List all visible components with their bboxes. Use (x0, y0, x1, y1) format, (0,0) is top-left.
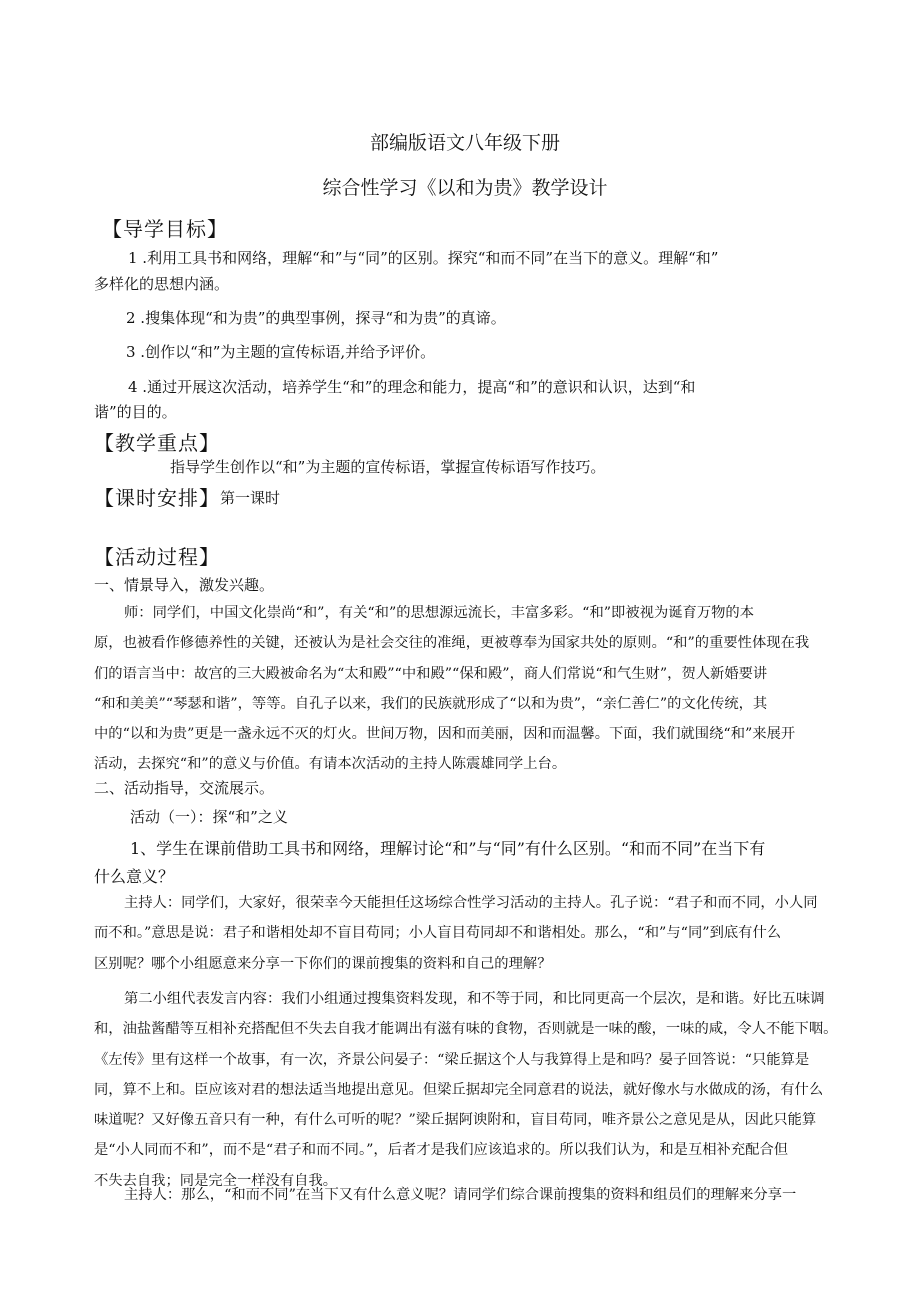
group-line: 《左传》里有这样一个故事，有一次，齐景公问晏子：“梁丘据这个人与我算得上是和吗？晏子回答说：“只能算是 (94, 1051, 810, 1068)
host-line: 区别呢？哪个小组愿意来分享一下你们的课前搜集的资料和自己的理解？ (94, 955, 552, 972)
document-title: 部编版语文八年级下册 (369, 132, 560, 154)
intro-line: 中的“以和为贵”更是一盏永远不灭的灯火。世间万物，因和而美丽，因和而温馨。下面，我们就围绕“和”来展开 (94, 726, 796, 743)
intro-line: “和和美美”“琴瑟和谐”，等等。自孔子以来，我们的民族就形成了“以和为贵”，“亲仁善仁”的文化传统，其 (94, 695, 768, 712)
intro-line: 活动，去探究“和”的意义与价值。有请本次活动的主持人陈震雄同学上台。 (94, 756, 567, 773)
goal-item-1-cont: 多样化的思想内涵。 (94, 275, 230, 293)
step-2-heading: 二、活动指导，交流展示。 (94, 779, 275, 797)
group-line: 是“小人同而不和”，而不是“君子和而不同。”，后者才是我们应该追求的。所以我们认为，和是互相补充配合但 (94, 1142, 789, 1159)
intro-line: 们的语言当中：故宫的三大殿被命名为“太和殿”“中和殿”“保和殿”，商人们常说“和气生财”，贺人新婚要讲 (94, 665, 768, 682)
goals-heading: 【导学目标】 (102, 217, 228, 241)
group-paragraph (94, 984, 856, 1196)
goal-item-2: 2 .搜集体现“和为贵”的典型事例，探寻“和为贵”的真谛。 (126, 309, 506, 327)
focus-text: 指导学生创作以“和”为主题的宣传标语，掌握宣传标语写作技巧。 (170, 458, 606, 476)
intro-line: 师：同学们，中国文化崇尚“和”，有关“和”的思想源远流长，丰富多彩。“和”即被视为诞育万物的本 (124, 605, 755, 621)
document-subtitle: 综合性学习《以和为贵》教学设计 (322, 177, 608, 199)
task-1-cont: 什么意义？ (94, 867, 175, 886)
host-paragraph-2 (94, 1180, 856, 1210)
group-line: 和，油盐酱醋等互相补充搭配但不失去自我才能调出有滋有味的食物，否则就是一味的酸，一味的咸，令人不能下咽。 (94, 1021, 838, 1038)
host-line: 主持人：同学们，大家好，很荣幸今天能担任这场综合性学习活动的主持人。孔子说：“君子和而不同，小人同 (124, 895, 818, 911)
group-line: 同，算不上和。臣应该对君的想法适当地提出意见。但梁丘据却完全同意君的说法，就好像水与水做成的汤，有什么 (94, 1081, 824, 1098)
intro-line: 原，也被看作修德养性的关键，还被认为是社会交往的准绳，更被尊奉为国家共处的原则。“和”的重要性体现在我 (94, 635, 810, 652)
process-heading: 【活动过程】 (94, 545, 220, 569)
activity-1-heading: 活动（一）：探“和”之义 (130, 808, 288, 826)
host2-line: 主持人：那么，“和而不同”在当下又有什么意义呢？请同学们综合课前搜集的资料和组员们的理解来分享一 (124, 1187, 797, 1203)
group-line: 不失去自我；同是完全一样没有自我。 (94, 1172, 338, 1189)
schedule-text: 第一课时 (220, 489, 281, 507)
step-1-heading: 一、情景导入，激发兴趣。 (94, 576, 275, 594)
host-paragraph (94, 888, 856, 979)
group-line: 味道呢？又好像五音只有一种，有什么可听的呢？”梁丘据阿谀附和，盲目苟同，唯齐景公之意见是从，因此只能算 (94, 1112, 817, 1129)
task-1: 1、学生在课前借助工具书和网络，理解讨论“和”与“同”有什么区别。“和而不同”在当下有 (130, 839, 766, 858)
intro-paragraph (94, 598, 856, 780)
goal-item-1: 1 .利用工具书和网络，理解“和”与“同”的区别。探究“和而不同”在当下的意义。理解“和” (128, 249, 719, 267)
goal-item-4-cont: 谐”的目的。 (94, 403, 177, 421)
schedule-heading: 【课时安排】 (94, 486, 220, 510)
goal-item-3: 3 .创作以“和”为主题的宣传标语,并给予评价。 (126, 343, 436, 361)
group-line: 第二小组代表发言内容：我们小组通过搜集资料发现，和不等于同，和比同更高一个层次，是和谐。好比五味调 (124, 991, 825, 1007)
host-line: 而不和。”意思是说：君子和谐相处却不盲目苟同；小人盲目苟同却不和谐相处。那么，“和”与“同”到底有什么 (94, 925, 782, 942)
goal-item-4: 4 .通过开展这次活动，培养学生“和”的理念和能力，提高“和”的意识和认识，达到“和 (128, 378, 696, 396)
focus-heading: 【教学重点】 (94, 431, 220, 455)
